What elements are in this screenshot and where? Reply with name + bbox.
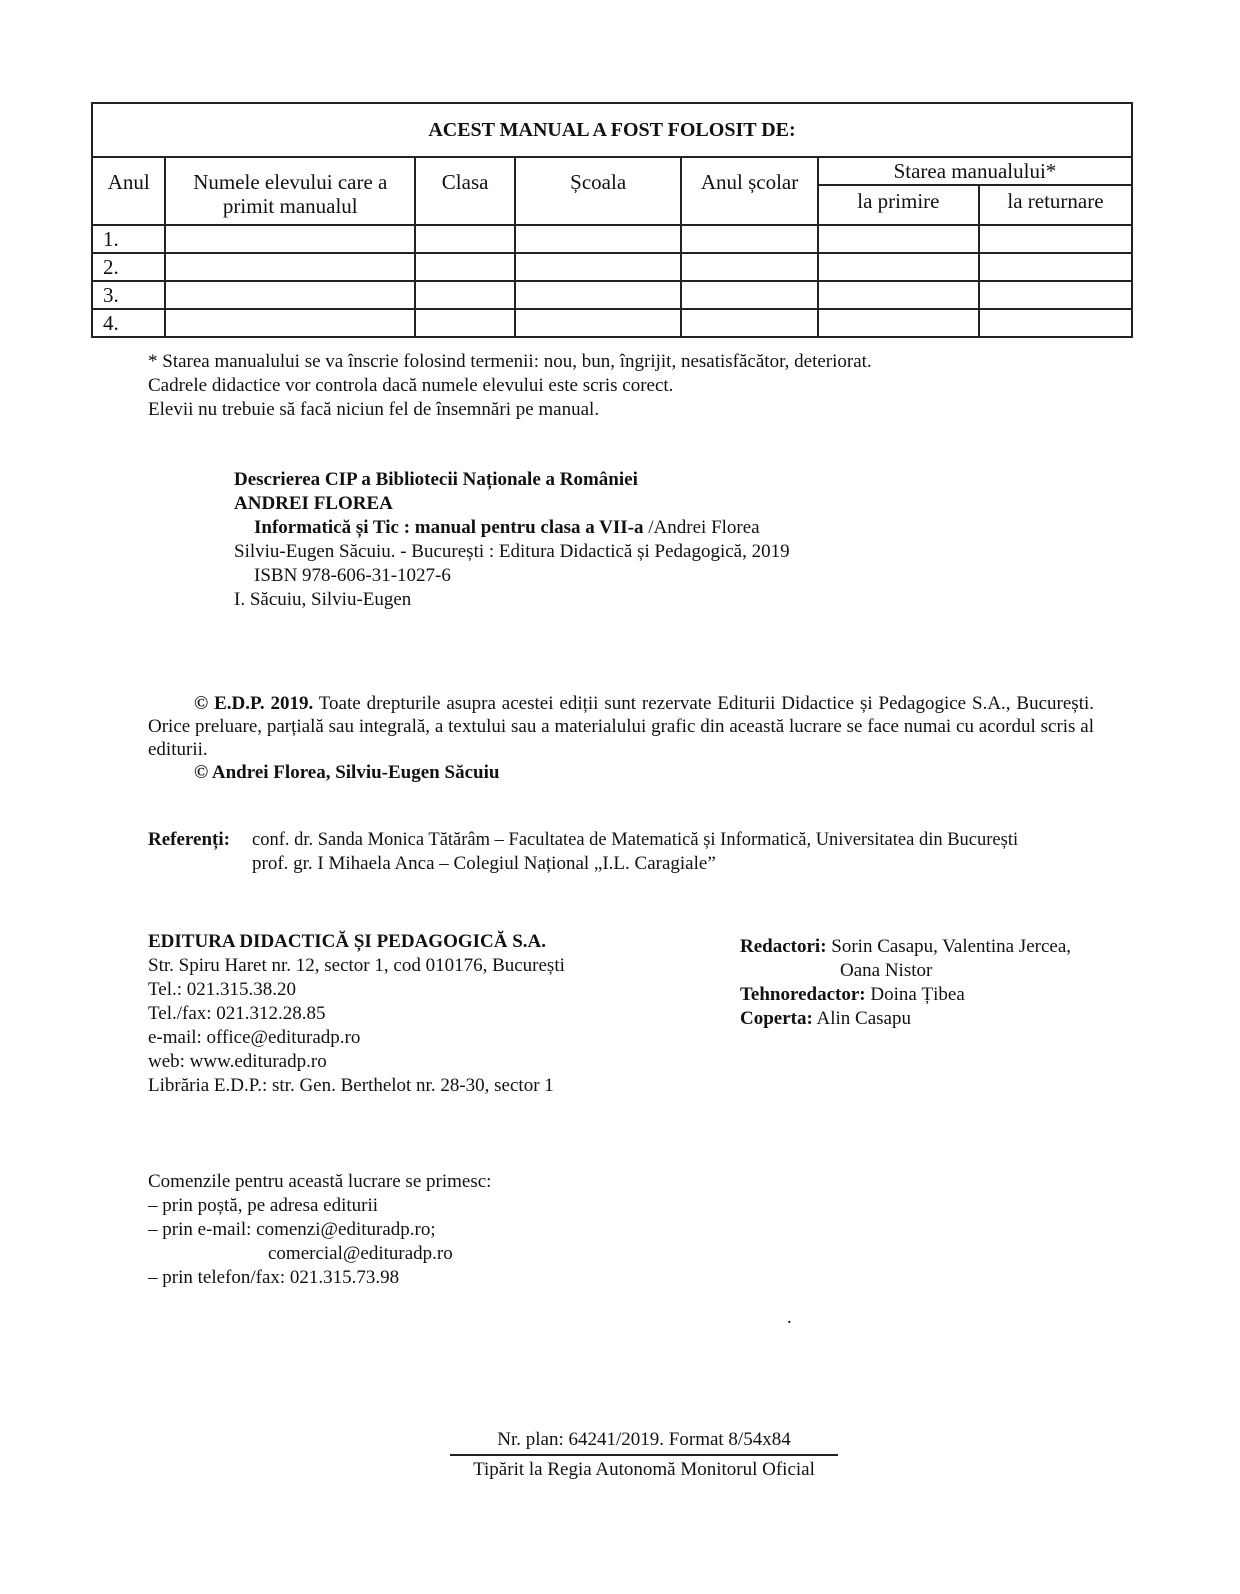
reviewers-label: Referenți: [148, 829, 230, 850]
note-condition-terms: * Starea manualului se va înscrie folosind termenii: nou, bun, îngrijit, nesatisfăcător, deteriorat. [148, 351, 872, 372]
cell-student [165, 281, 415, 309]
usage-notes [148, 350, 1148, 422]
cip-heading: Descrierea CIP a Bibliotecii Naționale a României [234, 469, 638, 490]
orders-email: – prin e-mail: comenzi@edituradp.ro; [148, 1219, 436, 1240]
cell-school [515, 225, 681, 253]
cover-label: Coperta: [740, 1008, 813, 1029]
copyright-authors: © Andrei Florea, Silviu-Eugen Săcuiu [194, 762, 500, 783]
footer-printed: Tipărit la Regia Autonomă Monitorul Oficial [450, 1454, 838, 1482]
cell-class [415, 225, 515, 253]
orders-mail: – prin poștă, pe adresa editurii [148, 1195, 379, 1216]
cell-student [165, 309, 415, 337]
cell-school-year [681, 309, 818, 337]
cip-index: I. Săcuiu, Silviu-Eugen [234, 589, 412, 610]
footer-block [450, 1428, 838, 1482]
copyright-text: Toate drepturile asupra acestei ediții sunt rezervate Editurii Didactice și Pedagogice S.A., București. Orice preluare, parțială sau integrală, a textului sau a materialului grafic din această lucrare se face numai cu acordul scris al editurii. [148, 693, 1094, 760]
cell-on-receipt [818, 253, 979, 281]
header-school-year: Anul școlar [681, 157, 818, 225]
tech-name: Doina Țibea [865, 984, 965, 1005]
row-number: 1. [92, 225, 165, 253]
copyright-paragraph [148, 692, 1094, 761]
cell-student [165, 253, 415, 281]
publisher-web: web: www.edituradp.ro [148, 1051, 327, 1072]
table-row [92, 253, 1132, 281]
cell-class [415, 309, 515, 337]
cell-school [515, 281, 681, 309]
cell-school [515, 253, 681, 281]
editors-names: Sorin Casapu, Valentina Jercea, [826, 936, 1071, 957]
orders-email-2: comercial@edituradp.ro [268, 1243, 453, 1264]
cip-author: ANDREI FLOREA [234, 493, 393, 514]
cell-on-receipt [818, 225, 979, 253]
note-teacher-check: Cadrele didactice vor controla dacă numele elevului este scris corect. [148, 375, 674, 396]
usage-table [91, 102, 1133, 338]
cell-on-return [979, 309, 1132, 337]
table-row [92, 281, 1132, 309]
cell-on-receipt [818, 309, 979, 337]
header-year: Anul [92, 157, 165, 225]
row-number: 2. [92, 253, 165, 281]
copyright-block [148, 692, 1094, 784]
orders-block [148, 1170, 668, 1290]
cell-student [165, 225, 415, 253]
credits-block [740, 935, 1140, 1031]
header-condition: Starea manualului* [818, 157, 1132, 185]
cell-school-year [681, 225, 818, 253]
reviewer-2: prof. gr. I Mihaela Anca – Colegiul Național „I.L. Caragiale” [252, 853, 716, 874]
header-school: Școala [515, 157, 681, 225]
reviewer-1: conf. dr. Sanda Monica Tătărâm – Facultatea de Matematică și Informatică, Universitatea din București [252, 830, 1019, 850]
table-title: ACEST MANUAL A FOST FOLOSIT DE: [92, 103, 1132, 157]
stray-dot: . [787, 1307, 792, 1328]
row-number: 3. [92, 281, 165, 309]
cell-school-year [681, 281, 818, 309]
cip-isbn: ISBN 978-606-31-1027-6 [254, 565, 451, 586]
header-class: Clasa [415, 157, 515, 225]
row-number: 4. [92, 309, 165, 337]
cell-school-year [681, 253, 818, 281]
publisher-block [148, 930, 668, 1098]
note-no-marks: Elevii nu trebuie să facă niciun fel de însemnări pe manual. [148, 399, 600, 420]
cip-publisher-line: Silviu-Eugen Săcuiu. - București : Editura Didactică și Pedagogică, 2019 [234, 541, 790, 562]
publisher-address: Str. Spiru Haret nr. 12, sector 1, cod 010176, București [148, 955, 565, 976]
editors-names-cont: Oana Nistor [840, 960, 933, 981]
header-on-return: la returnare [979, 185, 1132, 225]
cover-name: Alin Casapu [812, 1008, 911, 1029]
cip-title-line [234, 516, 1134, 540]
copyright-lead: © E.D.P. 2019. [194, 693, 314, 714]
publisher-bookstore: Librăria E.D.P.: str. Gen. Berthelot nr. 28-30, sector 1 [148, 1075, 554, 1096]
footer-plan: Nr. plan: 64241/2019. Format 8/54x84 [497, 1429, 791, 1450]
cell-class [415, 281, 515, 309]
table-row [92, 309, 1132, 337]
cip-description [234, 468, 1134, 612]
publisher-tel: Tel.: 021.315.38.20 [148, 979, 297, 1000]
credits-editors [740, 935, 1140, 959]
orders-intro: Comenzile pentru această lucrare se primesc: [148, 1171, 492, 1192]
header-on-receipt: la primire [818, 185, 979, 225]
credits-cover [740, 1007, 1140, 1031]
cell-on-return [979, 225, 1132, 253]
publisher-name: EDITURA DIDACTICĂ ȘI PEDAGOGICĂ S.A. [148, 931, 547, 952]
cell-school [515, 309, 681, 337]
publisher-telfax: Tel./fax: 021.312.28.85 [148, 1003, 326, 1024]
credits-tech [740, 983, 1140, 1007]
orders-phone: – prin telefon/fax: 021.315.73.98 [148, 1267, 400, 1288]
cip-title: Informatică și Tic : manual pentru clasa a VII-a [254, 517, 644, 538]
publisher-email: e-mail: office@edituradp.ro [148, 1027, 361, 1048]
tech-label: Tehnoredactor: [740, 984, 866, 1005]
cell-on-return [979, 281, 1132, 309]
cell-on-return [979, 253, 1132, 281]
header-student: Numele elevului care a primit manualul [165, 157, 415, 225]
cell-class [415, 253, 515, 281]
cell-on-receipt [818, 281, 979, 309]
cip-title-author: /Andrei Florea [643, 517, 760, 538]
table-row [92, 225, 1132, 253]
editors-label: Redactori: [740, 936, 827, 957]
